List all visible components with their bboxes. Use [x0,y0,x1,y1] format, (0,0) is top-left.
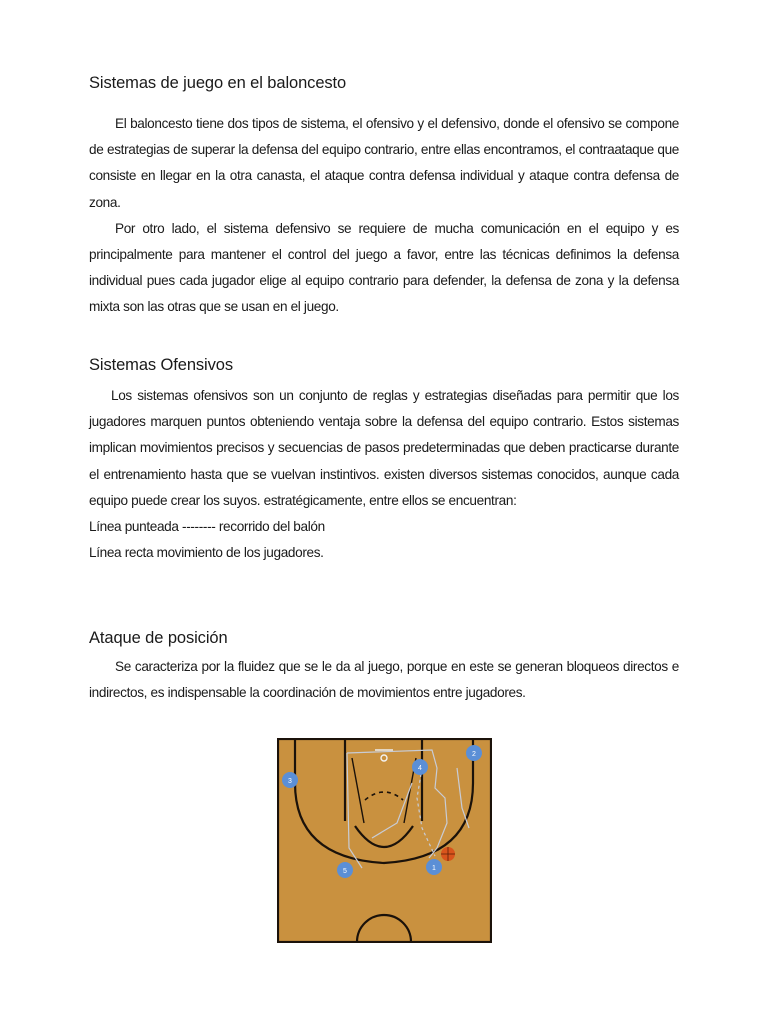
player-2 [466,745,482,761]
player-3-label: 3 [288,778,292,785]
legend-dashed-line: Línea punteada -------- recorrido del balón [89,519,325,535]
document-title: Sistemas de juego en el baloncesto [89,74,347,92]
player-3 [282,772,298,788]
offensive-paragraph: Los sistemas ofensivos son un conjunto de reglas y estrategias diseñadas para permitir que los jugadores marquen puntos obteniendo ventaja sobre la defensa del equipo contrario. Estos sistemas implican movimientos precisos y secuencias de pasos predeterminadas que deben practicarse durante el entrenamiento hasta que se vuelvan instintivos. existen diversos sistemas conocidos, aunque cada equipo puede crear los suyos. estratégicamente, entre ellos se encuentran: [89,388,679,508]
player-1 [426,859,442,875]
position-attack-paragraph: Se caracteriza por la fluidez que se le da al juego, porque en este se generan bloqueos directos e indirectos, es indispensable la coordinación de movimientos entre jugadores. [89,659,679,701]
basketball-court-diagram [277,738,492,943]
position-attack-section [89,654,679,706]
section-heading-offensive: Sistemas Ofensivos [89,356,234,374]
intro-paragraph-2: Por otro lado, el sistema defensivo se requiere de mucha comunicación en el equipo y es principalmente para mantener el control del juego a favor, entre las técnicas definimos la defensa individual pues cada jugador elige al equipo contrario para defender, la defensa de zona y la defensa mixta son las otras que se usan en el juego. [89,220,679,315]
section-heading-position-attack: Ataque de posición [89,629,228,647]
basketball-icon [441,847,455,861]
legend-solid-line: Línea recta movimiento de los jugadores. [89,545,324,561]
player-4-label: 4 [418,765,422,772]
offensive-section [89,383,679,566]
intro-section [89,111,679,321]
player-1-label: 1 [432,865,436,872]
player-2-label: 2 [472,751,476,758]
player-5-label: 5 [343,868,347,875]
intro-paragraph-1: El baloncesto tiene dos tipos de sistema, el ofensivo y el defensivo, donde el ofensivo se compone de estrategias de superar la defensa del equipo contrario, entre ellas encontramos, el contraataque que consiste en llegar en la otra canasta, el ataque contra defensa individual y ataque contra defensa de zona. [89,116,679,210]
court-floor [277,738,492,943]
player-4 [412,759,428,775]
player-5 [337,862,353,878]
